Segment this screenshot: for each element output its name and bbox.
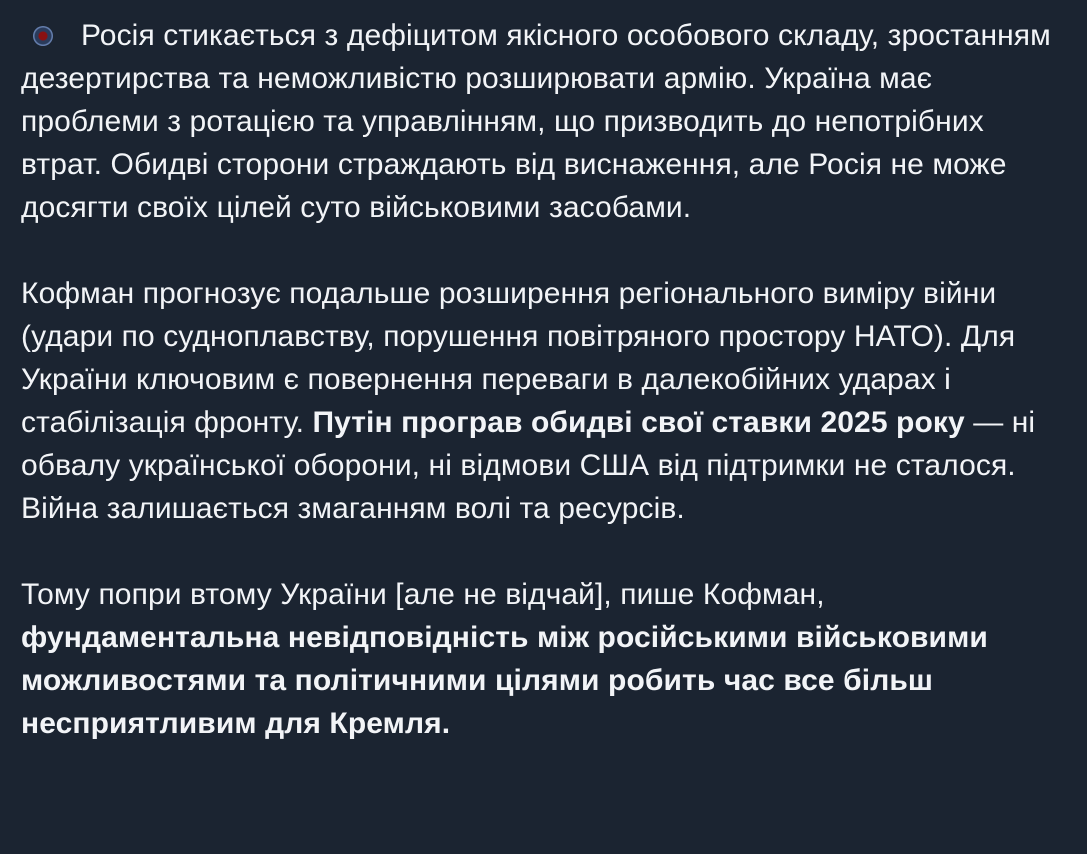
- paragraph-3-text: Тому попри втому України [але не відчай], пише Кофман,: [21, 578, 825, 611]
- paragraph-1-text: Росія стикається з дефіцитом якісного особового складу, зростанням дезертирства та неможливістю розширювати армію. Україна має проблеми з ротацією та управлінням, що призводить до непотрібних втрат. Обидві сторони страждають від виснаження, але Росія не може досягти своїх цілей суто військовими засобами.: [21, 19, 1051, 224]
- paragraph-3-bold-text: фундаментальна невідповідність між російськими військовими можливостями та політичними цілями робить час все більш несприятливим для Кремля.: [21, 621, 988, 740]
- paragraph-2-bold-text: Путін програв обидві свої ставки 2025 року: [312, 406, 965, 439]
- message-paragraph-2: [21, 272, 1057, 530]
- message-paragraph-1: [21, 14, 1057, 229]
- message-paragraph-3: [21, 573, 1057, 745]
- paragraph-2-text-end: — ні обвалу української оборони, ні відмови США від підтримки не сталося. Війна залишається змаганням волі та ресурсів.: [21, 406, 1036, 525]
- paragraph-2-text: Кофман прогнозує подальше розширення регіонального виміру війни (удари по судноплавству, порушення повітряного простору НАТО). Для України ключовим є повернення переваги в далекобійних ударах і стабілізація фронту.: [21, 277, 1016, 439]
- red-circle-bullet-icon: [33, 26, 53, 46]
